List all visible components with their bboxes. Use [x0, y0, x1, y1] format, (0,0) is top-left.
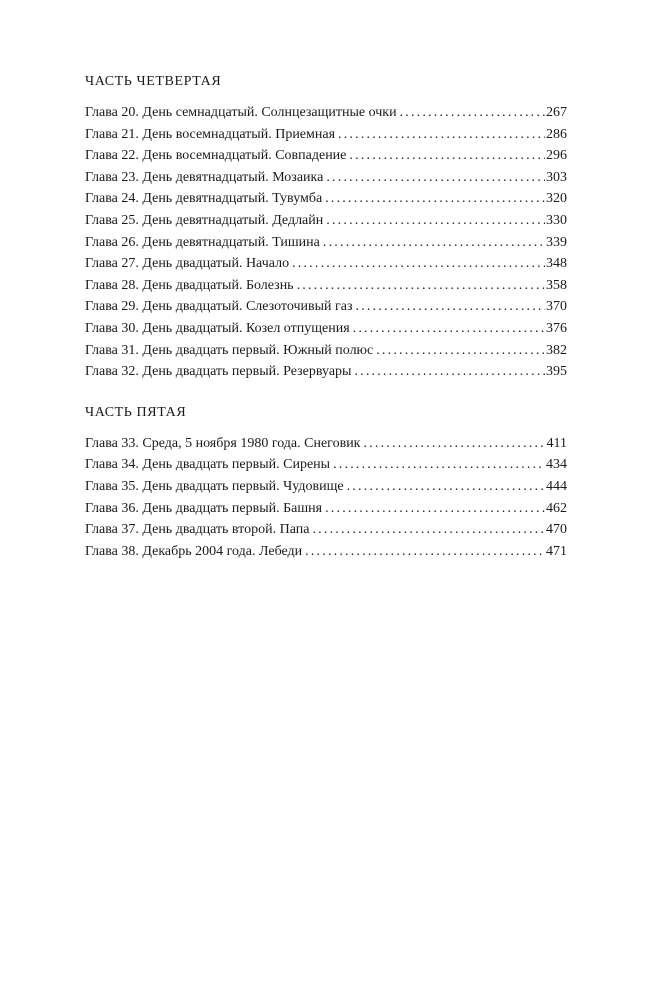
- entry-title: Глава 29. День двадцатый. Слезоточивый газ: [85, 299, 353, 315]
- dot-leader: [325, 188, 545, 210]
- section-part-four: [85, 72, 567, 383]
- section-part-five: [85, 403, 567, 563]
- dot-leader: [326, 210, 545, 232]
- entry-title: Глава 36. День двадцать первый. Башня: [85, 500, 323, 516]
- dot-leader: [326, 167, 545, 189]
- dot-leader: [349, 145, 545, 167]
- dot-leader: [347, 476, 545, 498]
- entry-title: Глава 31. День двадцать первый. Южный полюс: [85, 342, 374, 358]
- entry-title: Глава 20. День семнадцатый. Солнцезащитные очки: [85, 105, 397, 120]
- toc-entry: [85, 541, 567, 563]
- toc-entry: [85, 145, 567, 167]
- entry-title: Глава 25. День девятнадцатый. Дедлайн: [85, 212, 324, 228]
- page-number: 434: [546, 457, 567, 473]
- toc-entry: [85, 167, 567, 189]
- dot-leader: [376, 340, 545, 362]
- dot-leader: [323, 232, 545, 254]
- toc-entry: [85, 232, 567, 254]
- page-number: 411: [546, 435, 567, 451]
- dot-leader: [354, 361, 545, 383]
- toc-entry: [85, 275, 567, 297]
- page-number: 395: [546, 364, 567, 380]
- page-number: 296: [546, 148, 567, 164]
- entry-title: Глава 33. Среда, 5 ноября 1980 года. Снеговик: [85, 435, 361, 451]
- page-number: 462: [546, 500, 567, 516]
- entry-title: Глава 23. День девятнадцатый. Мозаика: [85, 169, 324, 185]
- page-number: 470: [546, 522, 567, 538]
- dot-leader: [338, 124, 545, 146]
- page-number: 471: [546, 543, 567, 559]
- toc-entry: [85, 519, 567, 541]
- entry-title: Глава 21. День восемнадцатый. Приемная: [85, 126, 336, 142]
- page-number: 267: [546, 105, 567, 120]
- dot-leader: [292, 253, 545, 275]
- entry-title: Глава 34. День двадцать первый. Сирены: [85, 457, 331, 473]
- dot-leader: [363, 433, 545, 455]
- entry-title: Глава 32. День двадцать первый. Резервуары: [85, 364, 352, 380]
- entry-title: Глава 38. Декабрь 2004 года. Лебеди: [85, 543, 303, 559]
- page-number: 303: [546, 169, 567, 185]
- page-number: 330: [546, 212, 567, 228]
- toc-entry: [85, 253, 567, 275]
- dot-leader: [400, 102, 545, 124]
- toc-entry: [85, 340, 567, 362]
- dot-leader: [333, 454, 545, 476]
- toc-entry: [85, 188, 567, 210]
- toc-entry: [85, 102, 567, 124]
- toc-entry: [85, 454, 567, 476]
- table-of-contents: [85, 72, 567, 582]
- toc-entry: [85, 124, 567, 146]
- dot-leader: [305, 541, 545, 563]
- page-number: 376: [546, 320, 567, 336]
- entry-title: Глава 35. День двадцать первый. Чудовище: [85, 478, 344, 494]
- dot-leader: [297, 275, 545, 297]
- dot-leader: [353, 318, 545, 340]
- toc-entry: [85, 433, 567, 455]
- entry-title: Глава 28. День двадцатый. Болезнь: [85, 277, 294, 293]
- toc-entry: [85, 210, 567, 232]
- page-number: 339: [546, 234, 567, 250]
- page-number: 286: [546, 126, 567, 142]
- toc-entry: [85, 498, 567, 520]
- section-title: ЧАСТЬ ЧЕТВЕРТАЯ: [85, 74, 222, 89]
- page-number: 348: [546, 256, 567, 272]
- toc-entry: [85, 361, 567, 383]
- entry-title: Глава 26. День девятнадцатый. Тишина: [85, 234, 320, 250]
- page-number: 370: [546, 299, 567, 315]
- entry-title: Глава 30. День двадцатый. Козел отпущения: [85, 320, 350, 336]
- dot-leader: [356, 296, 545, 318]
- dot-leader: [312, 519, 545, 541]
- entry-title: Глава 27. День двадцатый. Начало: [85, 256, 290, 272]
- page-number: 382: [546, 342, 567, 358]
- page-number: 320: [546, 191, 567, 207]
- entry-title: Глава 22. День восемнадцатый. Совпадение: [85, 148, 347, 164]
- section-title: ЧАСТЬ ПЯТАЯ: [85, 404, 187, 420]
- toc-entry: [85, 296, 567, 318]
- dot-leader: [325, 498, 545, 520]
- toc-entry: [85, 318, 567, 340]
- page-number: 444: [546, 478, 567, 494]
- entry-title: Глава 24. День девятнадцатый. Тувумба: [85, 191, 323, 207]
- page-number: 358: [546, 277, 567, 293]
- entry-title: Глава 37. День двадцать второй. Папа: [85, 522, 310, 538]
- toc-entry: [85, 476, 567, 498]
